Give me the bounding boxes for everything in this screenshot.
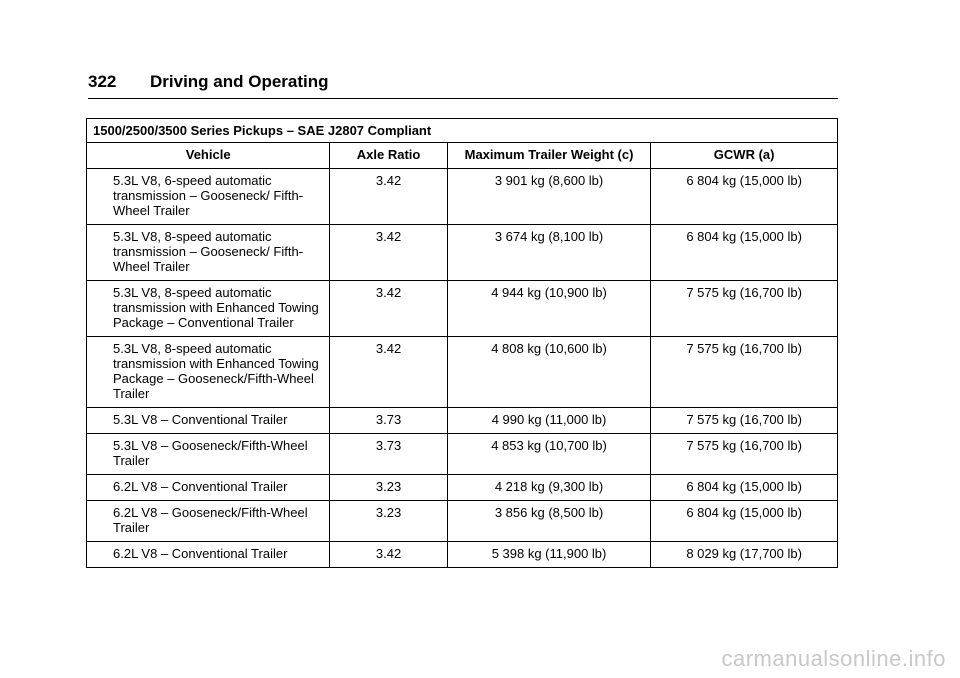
axle-ratio-cell: 3.42 [330,337,447,408]
axle-ratio-cell: 3.73 [330,434,447,475]
max-trailer-weight-cell: 4 218 kg (9,300 lb) [447,475,650,501]
vehicle-cell: 5.3L V8, 8-speed automatic transmission – Gooseneck/ Fifth-Wheel Trailer [87,225,330,281]
vehicle-cell: 5.3L V8 – Gooseneck/Fifth-Wheel Trailer [87,434,330,475]
max-trailer-weight-cell: 3 901 kg (8,600 lb) [447,169,650,225]
column-header-axle-ratio: Axle Ratio [330,143,447,169]
table-row [87,501,838,542]
table-row [87,225,838,281]
watermark: carmanualsonline.info [721,646,946,671]
table-row [87,281,838,337]
axle-ratio-cell: 3.42 [330,169,447,225]
gcwr-cell: 6 804 kg (15,000 lb) [651,169,838,225]
max-trailer-weight-cell: 3 856 kg (8,500 lb) [447,501,650,542]
max-trailer-weight-cell: 4 808 kg (10,600 lb) [447,337,650,408]
page-header [88,70,838,99]
gcwr-cell: 7 575 kg (16,700 lb) [651,434,838,475]
towing-spec-table [86,118,838,568]
vehicle-cell: 5.3L V8 – Conventional Trailer [87,408,330,434]
table-body [87,169,838,568]
table-row [87,408,838,434]
gcwr-cell: 6 804 kg (15,000 lb) [651,475,838,501]
max-trailer-weight-cell: 4 990 kg (11,000 lb) [447,408,650,434]
table-row [87,475,838,501]
max-trailer-weight-cell: 3 674 kg (8,100 lb) [447,225,650,281]
vehicle-cell: 5.3L V8, 6-speed automatic transmission – Gooseneck/ Fifth-Wheel Trailer [87,169,330,225]
table-row [87,337,838,408]
table-row [87,542,838,568]
axle-ratio-cell: 3.42 [330,542,447,568]
vehicle-cell: 6.2L V8 – Gooseneck/Fifth-Wheel Trailer [87,501,330,542]
column-header-gcwr: GCWR (a) [651,143,838,169]
table-title-row [87,119,838,143]
axle-ratio-cell: 3.42 [330,225,447,281]
gcwr-cell: 8 029 kg (17,700 lb) [651,542,838,568]
section-title: Driving and Operating [150,72,329,91]
axle-ratio-cell: 3.42 [330,281,447,337]
axle-ratio-cell: 3.23 [330,475,447,501]
axle-ratio-cell: 3.73 [330,408,447,434]
table-row [87,169,838,225]
max-trailer-weight-cell: 5 398 kg (11,900 lb) [447,542,650,568]
table-row [87,434,838,475]
table-title: 1500/2500/3500 Series Pickups – SAE J2807 Compliant [87,119,838,143]
gcwr-cell: 6 804 kg (15,000 lb) [651,501,838,542]
vehicle-cell: 5.3L V8, 8-speed automatic transmission with Enhanced Towing Package – Conventional Trailer [87,281,330,337]
vehicle-cell: 6.2L V8 – Conventional Trailer [87,542,330,568]
column-header-vehicle: Vehicle [87,143,330,169]
gcwr-cell: 6 804 kg (15,000 lb) [651,225,838,281]
axle-ratio-cell: 3.23 [330,501,447,542]
vehicle-cell: 5.3L V8, 8-speed automatic transmission with Enhanced Towing Package – Gooseneck/Fifth-Wheel Trailer [87,337,330,408]
vehicle-cell: 6.2L V8 – Conventional Trailer [87,475,330,501]
column-header-max-trailer-weight: Maximum Trailer Weight (c) [447,143,650,169]
page-number: 322 [88,72,117,91]
gcwr-cell: 7 575 kg (16,700 lb) [651,337,838,408]
max-trailer-weight-cell: 4 944 kg (10,900 lb) [447,281,650,337]
column-header-row [87,143,838,169]
gcwr-cell: 7 575 kg (16,700 lb) [651,408,838,434]
gcwr-cell: 7 575 kg (16,700 lb) [651,281,838,337]
max-trailer-weight-cell: 4 853 kg (10,700 lb) [447,434,650,475]
